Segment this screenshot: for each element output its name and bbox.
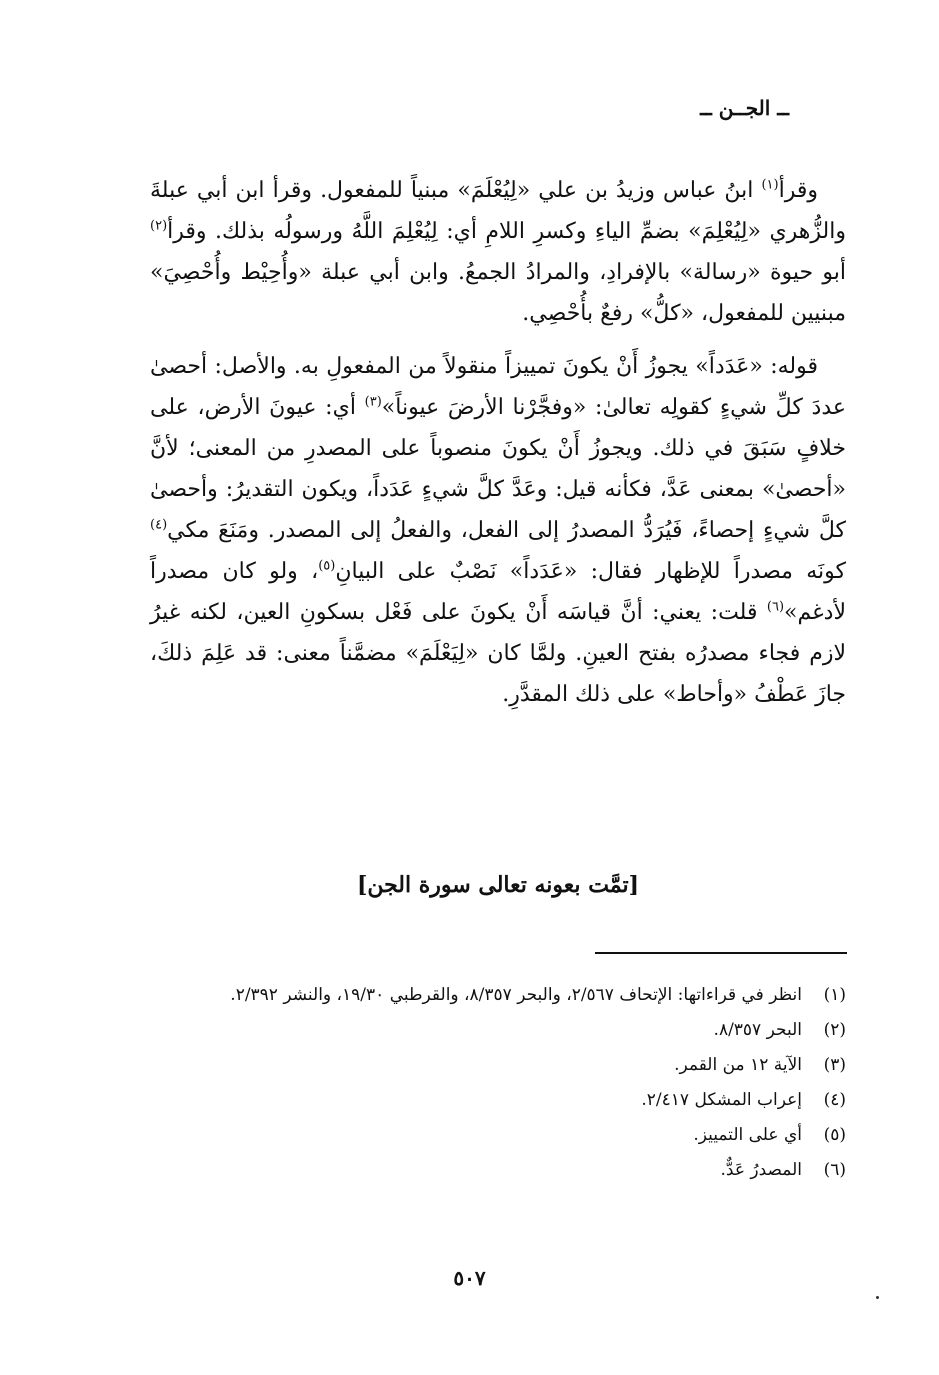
text-span: وقرأ: [778, 178, 818, 203]
footnote-item: [150, 1048, 846, 1083]
footnote-text: المصدرُ عَدٌّ.: [720, 1160, 802, 1180]
text-span: أي: عيونَ الأرض، على خلافٍ سَبَقَ في ذلك. ويجوزُ أَنْ يكونَ منصوباً على المصدرِ من المعنى؛ لأنَّ «أحصىٰ» بمعنى عَدَّ، فكأنه قيل: وعَدَّ كلَّ شيءٍ عَدَداً، ويكون التقديرُ: وأحصىٰ كلَّ شيءٍ إحصاءً، فَيُرَدُّ المصدرُ إلى الفعل، والفعلُ إلى المصدر. ومَنَعَ مكي: [150, 395, 846, 543]
footnote-item: [150, 1153, 846, 1188]
footnote-ref-2[interactable]: (٢): [150, 218, 168, 234]
running-head-title: ــ الجــن ــ: [700, 96, 789, 120]
text-span: أبو حيوة «رسالة» بالإفرادِ، والمرادُ الجمعُ. وابن أبي عبلة «وأُحِيْط وأُحْصِيَ» مبنيين للمفعول، «كلُّ» رفعٌ بأُحْصِي.: [150, 260, 846, 326]
surah-end-note: [تمَّت بعونه تعالى سورة الجن]: [356, 872, 640, 898]
footnote-item: [150, 978, 846, 1013]
footnote-ref-6[interactable]: (٦): [766, 599, 785, 615]
footnote-item: [150, 1083, 846, 1118]
text-span: قلت: يعني: أنَّ قياسَه أَنْ يكونَ على فَعْل بسكونِ العين، لكنه غيرُ لازم فجاء مصدرُه بفتح العينِ. ولمَّا كان «لِيَعْلَمَ» مضمَّناً معنى: قد عَلِمَ ذلكَ، جازَ عَطْفُ «وأحاط» على ذلك المقدَّرِ.: [150, 600, 846, 707]
footnote-text: انظر في قراءاتها: الإتحاف ٢/٥٦٧، والبحر ٨/٣٥٧، والقرطبي ١٩/٣٠، والنشر ٢/٣٩٢.: [230, 985, 802, 1005]
main-text: [150, 170, 846, 715]
text-span: ، ولو كان مصدراً لأدغم»: [150, 559, 846, 625]
footnote-text: إعراب المشكل ٢/٤١٧.: [641, 1090, 802, 1110]
footnote-number: (٣): [823, 1055, 846, 1075]
footnote-number: (٢): [823, 1020, 846, 1040]
footnotes-list: [150, 978, 846, 1188]
footnote-number: (٥): [823, 1125, 846, 1145]
footnote-number: (٦): [823, 1160, 846, 1180]
text-span: ابنُ عباس وزيدُ بن علي «لِيُعْلَمَ» مبنياً للمفعول. وقرأ ابن أبي عبلةَ والزُّهري «لِيُعْلِمَ» بضمِّ الياءِ وكسرِ اللامِ أي: لِيُعْلِمَ اللَّهُ ورسولُه بذلك. وقرأ: [150, 178, 846, 244]
paragraph-grammar: [150, 346, 846, 715]
footnote-ref-4[interactable]: (٤): [150, 517, 168, 533]
scan-speck: [876, 1296, 879, 1299]
footnote-item: [150, 1118, 846, 1153]
footnote-item: [150, 1013, 846, 1048]
paragraph-readings: [150, 170, 846, 334]
footnote-number: (١): [823, 985, 846, 1005]
text-span: كونَه مصدراً للإظهار فقال: «عَدَداً» نَصْبٌ على البيانِ: [335, 559, 846, 584]
text-span: قوله: «عَدَداً» يجوزُ أَنْ يكونَ تمييزاً منقولاً من المفعولِ به. والأصل: أحصىٰ عددَ كلِّ شيءٍ كقولِه تعالىٰ: «وفجَّرْنا الأرضَ عيوناً»: [150, 354, 846, 420]
footnote-divider: [595, 952, 847, 954]
footnote-text: الآية ١٢ من القمر.: [674, 1055, 802, 1075]
footnote-text: أي على التمييز.: [693, 1125, 802, 1145]
footnote-ref-1[interactable]: (١): [761, 177, 779, 193]
footnote-number: (٤): [823, 1090, 846, 1110]
page-number: ٥٠٧: [453, 1266, 486, 1290]
footnote-text: البحر ٨/٣٥٧.: [713, 1020, 802, 1040]
footnote-ref-3[interactable]: (٣): [364, 394, 382, 410]
footnote-ref-5[interactable]: (٥): [318, 558, 336, 574]
